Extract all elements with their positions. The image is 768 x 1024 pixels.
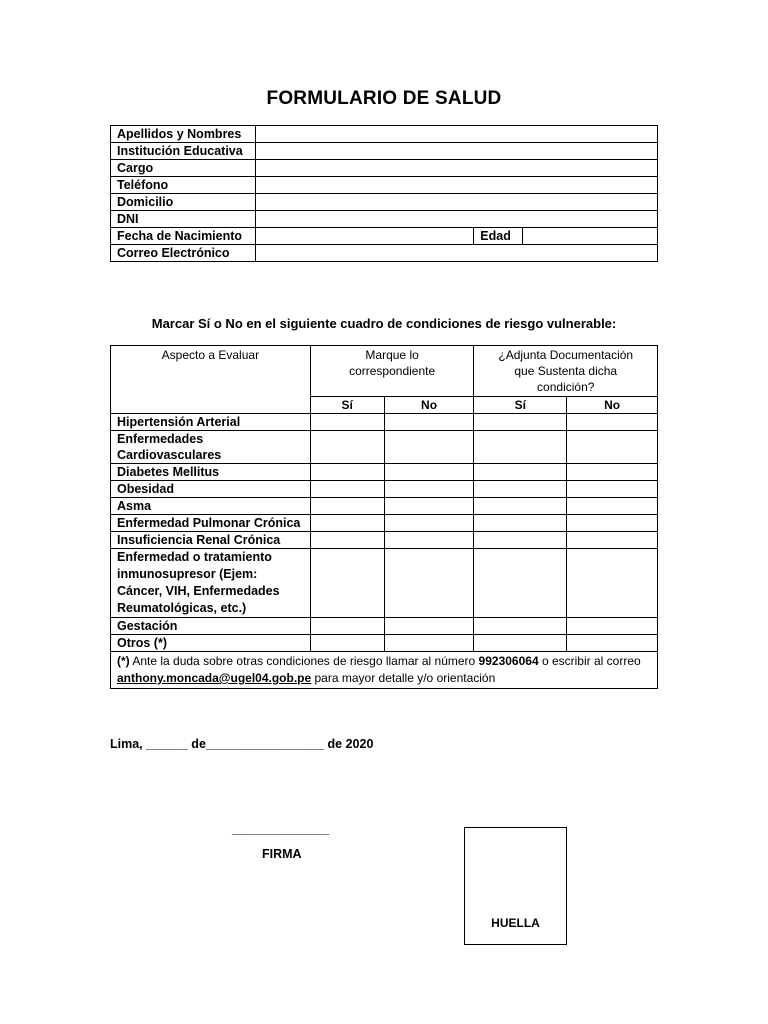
table-row: [111, 498, 658, 515]
checkbox-cell[interactable]: [567, 532, 658, 549]
checkbox-cell[interactable]: [310, 464, 384, 481]
table-row: [111, 228, 658, 245]
condition-cardiovasculares: Enfermedades Cardiovasculares: [111, 431, 311, 464]
table-row: [111, 143, 658, 160]
table-row: [111, 464, 658, 481]
checkbox-cell[interactable]: [474, 498, 567, 515]
instruction-text: Marcar Sí o No en el siguiente cuadro de condiciones de riesgo vulnerable:: [151, 316, 617, 331]
checkbox-cell[interactable]: [310, 635, 384, 652]
table-row: [111, 618, 658, 635]
table-row: [111, 431, 658, 464]
personal-data-table: [110, 125, 658, 262]
checkbox-cell[interactable]: [384, 414, 474, 431]
note-text-2: o escribir al correo: [538, 654, 641, 668]
checkbox-cell[interactable]: [474, 618, 567, 635]
field-domicilio[interactable]: [255, 194, 657, 211]
risk-note: [111, 652, 658, 689]
field-fecha-nacimiento[interactable]: [255, 228, 473, 245]
table-row: [111, 549, 658, 618]
checkbox-cell[interactable]: [567, 498, 658, 515]
checkbox-cell[interactable]: [567, 414, 658, 431]
table-row: [111, 194, 658, 211]
checkbox-cell[interactable]: [474, 431, 567, 464]
checkbox-cell[interactable]: [384, 549, 474, 618]
table-row: [111, 126, 658, 143]
form-title: FORMULARIO DE SALUD: [266, 88, 502, 109]
label-institucion: Institución Educativa: [111, 143, 256, 160]
label-telefono: Teléfono: [111, 177, 256, 194]
field-dni[interactable]: [255, 211, 657, 228]
checkbox-cell[interactable]: [384, 481, 474, 498]
field-telefono[interactable]: [255, 177, 657, 194]
checkbox-cell[interactable]: [474, 549, 567, 618]
checkbox-cell[interactable]: [310, 431, 384, 464]
checkbox-cell[interactable]: [567, 431, 658, 464]
checkbox-cell[interactable]: [474, 532, 567, 549]
label-edad: Edad: [474, 228, 523, 245]
checkbox-cell[interactable]: [310, 515, 384, 532]
note-text-1: Ante la duda sobre otras condiciones de riesgo llamar al número: [129, 654, 479, 668]
header-adjunta: ¿Adjunta Documentación que Sustenta dicha condición?: [474, 346, 658, 397]
checkbox-cell[interactable]: [384, 431, 474, 464]
place-date: Lima, ______ de_________________ de 2020: [110, 737, 374, 751]
checkbox-cell[interactable]: [310, 618, 384, 635]
field-edad[interactable]: [523, 228, 658, 245]
checkbox-cell[interactable]: [474, 414, 567, 431]
checkbox-cell[interactable]: [310, 532, 384, 549]
note-row: [111, 652, 658, 689]
label-fecha-nacimiento: Fecha de Nacimiento: [111, 228, 256, 245]
subheader-marque-no: No: [384, 397, 474, 414]
condition-otros: Otros (*): [111, 635, 311, 652]
field-institucion[interactable]: [255, 143, 657, 160]
note-phone: 992306064: [478, 654, 539, 668]
table-row: [111, 160, 658, 177]
label-apellidos-nombres: Apellidos y Nombres: [111, 126, 256, 143]
table-row: [111, 414, 658, 431]
subheader-marque-si: Sí: [310, 397, 384, 414]
checkbox-cell[interactable]: [567, 464, 658, 481]
field-correo[interactable]: [255, 245, 657, 262]
checkbox-cell[interactable]: [384, 464, 474, 481]
header-row: [111, 346, 658, 397]
subheader-adjunta-si: Sí: [474, 397, 567, 414]
checkbox-cell[interactable]: [384, 532, 474, 549]
condition-inmunosupresor: Enfermedad o tratamiento inmunosupresor (Ejem: Cáncer, VIH, Enfermedades Reumatológicas, etc.): [111, 549, 311, 618]
checkbox-cell[interactable]: [474, 481, 567, 498]
header-aspecto: Aspecto a Evaluar: [111, 346, 311, 414]
header-marque: Marque lo correspondiente: [310, 346, 474, 397]
label-correo: Correo Electrónico: [111, 245, 256, 262]
label-dni: DNI: [111, 211, 256, 228]
table-row: [111, 481, 658, 498]
condition-gestacion: Gestación: [111, 618, 311, 635]
field-apellidos-nombres[interactable]: [255, 126, 657, 143]
condition-diabetes: Diabetes Mellitus: [111, 464, 311, 481]
condition-asma: Asma: [111, 498, 311, 515]
risk-conditions-table: [110, 345, 658, 689]
checkbox-cell[interactable]: [567, 481, 658, 498]
checkbox-cell[interactable]: [474, 635, 567, 652]
checkbox-cell[interactable]: [567, 618, 658, 635]
checkbox-cell[interactable]: [567, 635, 658, 652]
checkbox-cell[interactable]: [310, 414, 384, 431]
checkbox-cell[interactable]: [310, 549, 384, 618]
condition-hipertension: Hipertensión Arterial: [111, 414, 311, 431]
field-cargo[interactable]: [255, 160, 657, 177]
checkbox-cell[interactable]: [384, 515, 474, 532]
huella-label: HUELLA: [491, 916, 540, 930]
table-row: [111, 245, 658, 262]
checkbox-cell[interactable]: [474, 515, 567, 532]
note-email-link[interactable]: anthony.moncada@ugel04.gob.pe: [117, 671, 312, 685]
checkbox-cell[interactable]: [384, 498, 474, 515]
note-mark: (*): [117, 654, 130, 668]
checkbox-cell[interactable]: [310, 498, 384, 515]
label-domicilio: Domicilio: [111, 194, 256, 211]
condition-pulmonar: Enfermedad Pulmonar Crónica: [111, 515, 311, 532]
table-row: [111, 177, 658, 194]
table-row: [111, 515, 658, 532]
fingerprint-box: [464, 827, 567, 945]
label-cargo: Cargo: [111, 160, 256, 177]
subheader-adjunta-no: No: [567, 397, 658, 414]
table-row: [111, 532, 658, 549]
checkbox-cell[interactable]: [310, 481, 384, 498]
checkbox-cell[interactable]: [474, 464, 567, 481]
table-row: [111, 635, 658, 652]
checkbox-cell[interactable]: [384, 618, 474, 635]
condition-obesidad: Obesidad: [111, 481, 311, 498]
checkbox-cell[interactable]: [384, 635, 474, 652]
firma-label: FIRMA: [262, 847, 302, 861]
condition-renal: Insuficiencia Renal Crónica: [111, 532, 311, 549]
checkbox-cell[interactable]: [567, 549, 658, 618]
note-text-3: para mayor detalle y/o orientación: [311, 671, 496, 685]
table-row: [111, 211, 658, 228]
signature-line: ______________: [232, 822, 330, 836]
checkbox-cell[interactable]: [567, 515, 658, 532]
